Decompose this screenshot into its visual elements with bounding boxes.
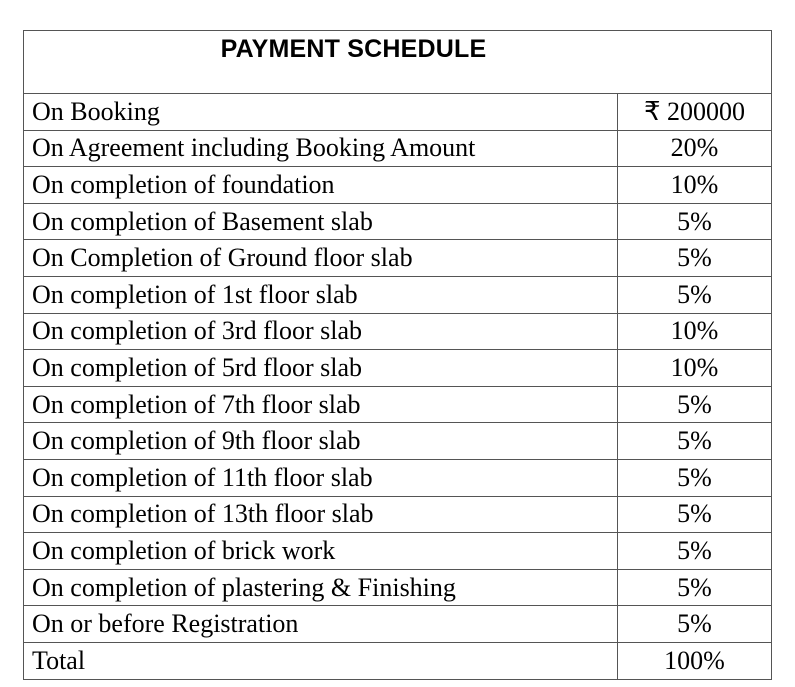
row-label: On completion of 11th floor slab	[24, 459, 618, 496]
row-label: On completion of 5rd floor slab	[24, 350, 618, 387]
table-row	[24, 313, 771, 350]
row-label: On or before Registration	[24, 606, 618, 643]
row-value: 10%	[618, 313, 772, 350]
table-row	[24, 94, 771, 130]
table-row	[24, 533, 771, 570]
row-label: On Agreement including Booking Amount	[24, 130, 618, 167]
total-value: 100%	[618, 642, 772, 678]
schedule-rows	[24, 94, 771, 679]
row-value: 5%	[618, 276, 772, 313]
row-label: On completion of 7th floor slab	[24, 386, 618, 423]
table-title-cell	[24, 31, 771, 94]
row-value: 5%	[618, 496, 772, 533]
table-row	[24, 350, 771, 387]
table-row	[24, 167, 771, 204]
total-row	[24, 642, 771, 678]
table-row	[24, 386, 771, 423]
row-label: On Booking	[24, 94, 618, 130]
row-label: On completion of 13th floor slab	[24, 496, 618, 533]
table-row	[24, 276, 771, 313]
payment-schedule-table	[23, 30, 772, 680]
row-label: On Completion of Ground floor slab	[24, 240, 618, 277]
row-value: 20%	[618, 130, 772, 167]
row-value: 5%	[618, 203, 772, 240]
row-value: 5%	[618, 569, 772, 606]
row-value: 5%	[618, 606, 772, 643]
table-row	[24, 459, 771, 496]
row-value: 10%	[618, 350, 772, 387]
row-label: On completion of 1st floor slab	[24, 276, 618, 313]
table-row	[24, 606, 771, 643]
row-value: 5%	[618, 240, 772, 277]
row-label: On completion of 3rd floor slab	[24, 313, 618, 350]
row-label: On completion of 9th floor slab	[24, 423, 618, 460]
table-row	[24, 569, 771, 606]
row-value: 5%	[618, 533, 772, 570]
row-label: On completion of Basement slab	[24, 203, 618, 240]
table-row	[24, 423, 771, 460]
table-row	[24, 203, 771, 240]
table-row	[24, 130, 771, 167]
row-label: On completion of brick work	[24, 533, 618, 570]
table-title: PAYMENT SCHEDULE	[220, 35, 487, 63]
table-row	[24, 496, 771, 533]
row-value: 5%	[618, 423, 772, 460]
table-row	[24, 240, 771, 277]
row-label: On completion of plastering & Finishing	[24, 569, 618, 606]
row-label: On completion of foundation	[24, 167, 618, 204]
row-value: 10%	[618, 167, 772, 204]
total-label: Total	[24, 642, 618, 678]
row-value: ₹ 200000	[643, 96, 746, 126]
row-value: 5%	[618, 386, 772, 423]
row-value: 5%	[618, 459, 772, 496]
